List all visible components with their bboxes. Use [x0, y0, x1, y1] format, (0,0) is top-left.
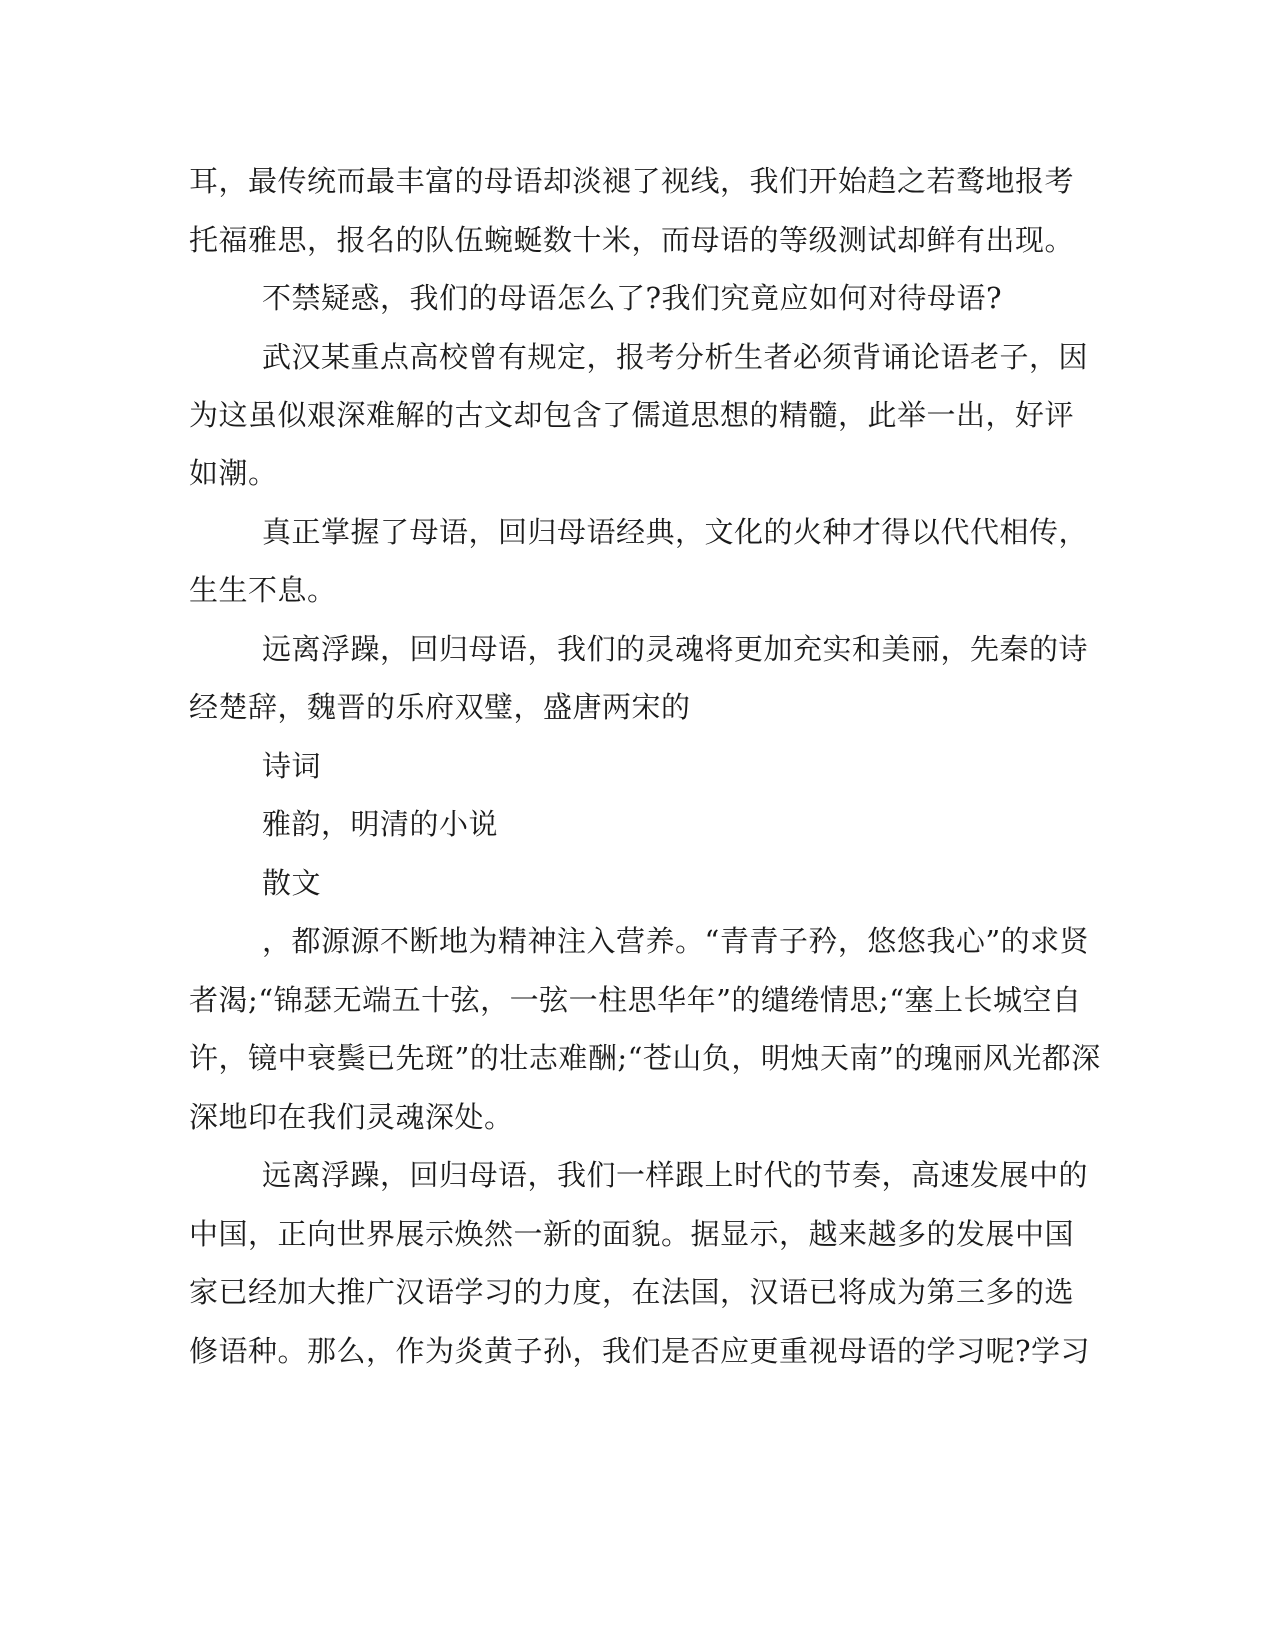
text-line: 托福雅思，报名的队伍蜿蜒数十米，而母语的等级测试却鲜有出现。 — [189, 223, 1075, 257]
text-line: 如潮。 — [189, 456, 278, 490]
text-line: 者渴;“锦瑟无端五十弦，一弦一柱思华年”的缱绻情思;“塞上长城空自 — [189, 983, 1082, 1017]
text-line: 武汉某重点高校曾有规定，报考分析生者必须背诵论语老子，因 — [262, 340, 1089, 374]
text-line: 耳，最传统而最丰富的母语却淡褪了视线，我们开始趋之若鹜地报考 — [189, 164, 1075, 198]
text-line: 雅韵，明清的小说 — [262, 807, 499, 841]
text-line: 为这虽似艰深难解的古文却包含了儒道思想的精髓，此举一出，好评 — [189, 398, 1075, 432]
text-line: 中国，正向世界展示焕然一新的面貌。据显示，越来越多的发展中国 — [189, 1217, 1075, 1251]
text-line: 修语种。那么，作为炎黄子孙，我们是否应更重视母语的学习呢?学习 — [189, 1334, 1091, 1368]
text-line: 远离浮躁，回归母语，我们的灵魂将更加充实和美丽，先秦的诗 — [262, 632, 1089, 666]
text-line: ，都源源不断地为精神注入营养。“青青子矜，悠悠我心”的求贤 — [262, 924, 1090, 958]
text-line: 家已经加大推广汉语学习的力度，在法国，汉语已将成为第三多的选 — [189, 1275, 1075, 1309]
text-line: 经楚辞，魏晋的乐府双璧，盛唐两宋的 — [189, 690, 691, 724]
text-line: 生生不息。 — [189, 573, 337, 607]
text-line: 深地印在我们灵魂深处。 — [189, 1100, 514, 1134]
text-line: 远离浮躁，回归母语，我们一样跟上时代的节奏，高速发展中的 — [262, 1158, 1089, 1192]
text-line: 诗词 — [262, 749, 322, 783]
text-line: 散文 — [262, 866, 322, 900]
text-line: 许，镜中衰鬓已先斑”的壮志难酬;“苍山负，明烛天南”的瑰丽风光都深 — [189, 1041, 1101, 1075]
text-line: 真正掌握了母语，回归母语经典，文化的火种才得以代代相传， — [262, 515, 1089, 549]
text-line: 不禁疑惑，我们的母语怎么了?我们究竟应如何对待母语? — [262, 281, 1003, 315]
